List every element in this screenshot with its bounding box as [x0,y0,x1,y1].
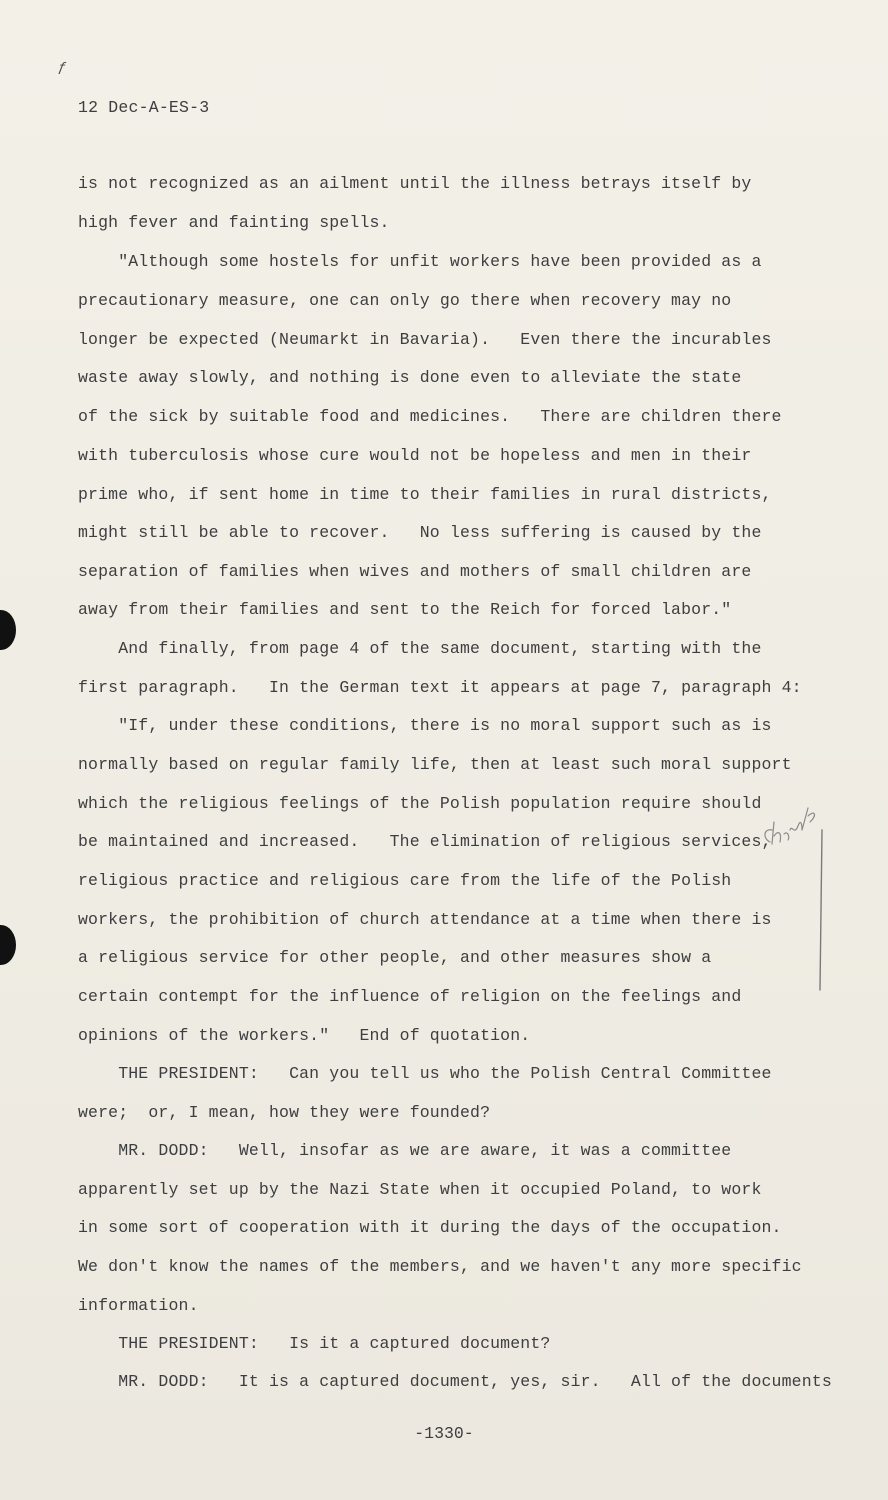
text-line: "If, under these conditions, there is no moral support such as is [78,716,772,735]
text-line: is not recognized as an ailment until the illness betrays itself by [78,174,752,193]
text-line: religious practice and religious care from the life of the Polish [78,871,732,890]
page-number: -1330- [414,1424,474,1443]
corner-mark: ƒ [58,60,67,76]
text-line: waste away slowly, and nothing is done even to alleviate the state [78,368,742,387]
text-line: "Although some hostels for unfit workers have been provided as a [78,252,762,271]
text-line: apparently set up by the Nazi State when it occupied Poland, to work [78,1180,762,1199]
text-line: information. [78,1296,199,1315]
text-line: a religious service for other people, and other measures show a [78,948,712,967]
text-line: away from their families and sent to the Reich for forced labor." [78,600,732,619]
handwritten-margin-note [758,800,838,1000]
text-line: MR. DODD: It is a captured document, yes, sir. All of the documents [78,1372,832,1391]
punch-hole [0,610,16,650]
text-line: prime who, if sent home in time to their families in rural districts, [78,485,772,504]
text-line: of the sick by suitable food and medicines. There are children there [78,407,782,426]
text-line: THE PRESIDENT: Can you tell us who the Polish Central Committee [78,1064,772,1083]
text-line: might still be able to recover. No less suffering is caused by the [78,523,762,542]
text-line: precautionary measure, one can only go there when recovery may no [78,291,732,310]
punch-hole [0,925,16,965]
text-line: which the religious feelings of the Polish population require should [78,794,762,813]
text-line: workers, the prohibition of church attendance at a time when there is [78,910,772,929]
text-line: first paragraph. In the German text it appears at page 7, paragraph 4: [78,678,802,697]
text-line: in some sort of cooperation with it during the days of the occupation. [78,1218,782,1237]
text-line: We don't know the names of the members, and we haven't any more specific [78,1257,802,1276]
text-line: with tuberculosis whose cure would not be hopeless and men in their [78,446,752,465]
text-line: opinions of the workers." End of quotation. [78,1026,531,1045]
text-line: be maintained and increased. The elimination of religious services, [78,832,772,851]
text-line: certain contempt for the influence of religion on the feelings and [78,987,742,1006]
text-line: separation of families when wives and mothers of small children are [78,562,752,581]
text-line: normally based on regular family life, then at least such moral support [78,755,792,774]
text-line: MR. DODD: Well, insofar as we are aware, it was a committee [78,1141,732,1160]
header-reference: 12 Dec-A-ES-3 [78,98,210,117]
text-line: THE PRESIDENT: Is it a captured document? [78,1334,551,1353]
text-line: longer be expected (Neumarkt in Bavaria). Even there the incurables [78,330,772,349]
text-line: And finally, from page 4 of the same document, starting with the [78,639,762,658]
text-line: high fever and fainting spells. [78,213,390,232]
text-line: were; or, I mean, how they were founded? [78,1103,491,1122]
